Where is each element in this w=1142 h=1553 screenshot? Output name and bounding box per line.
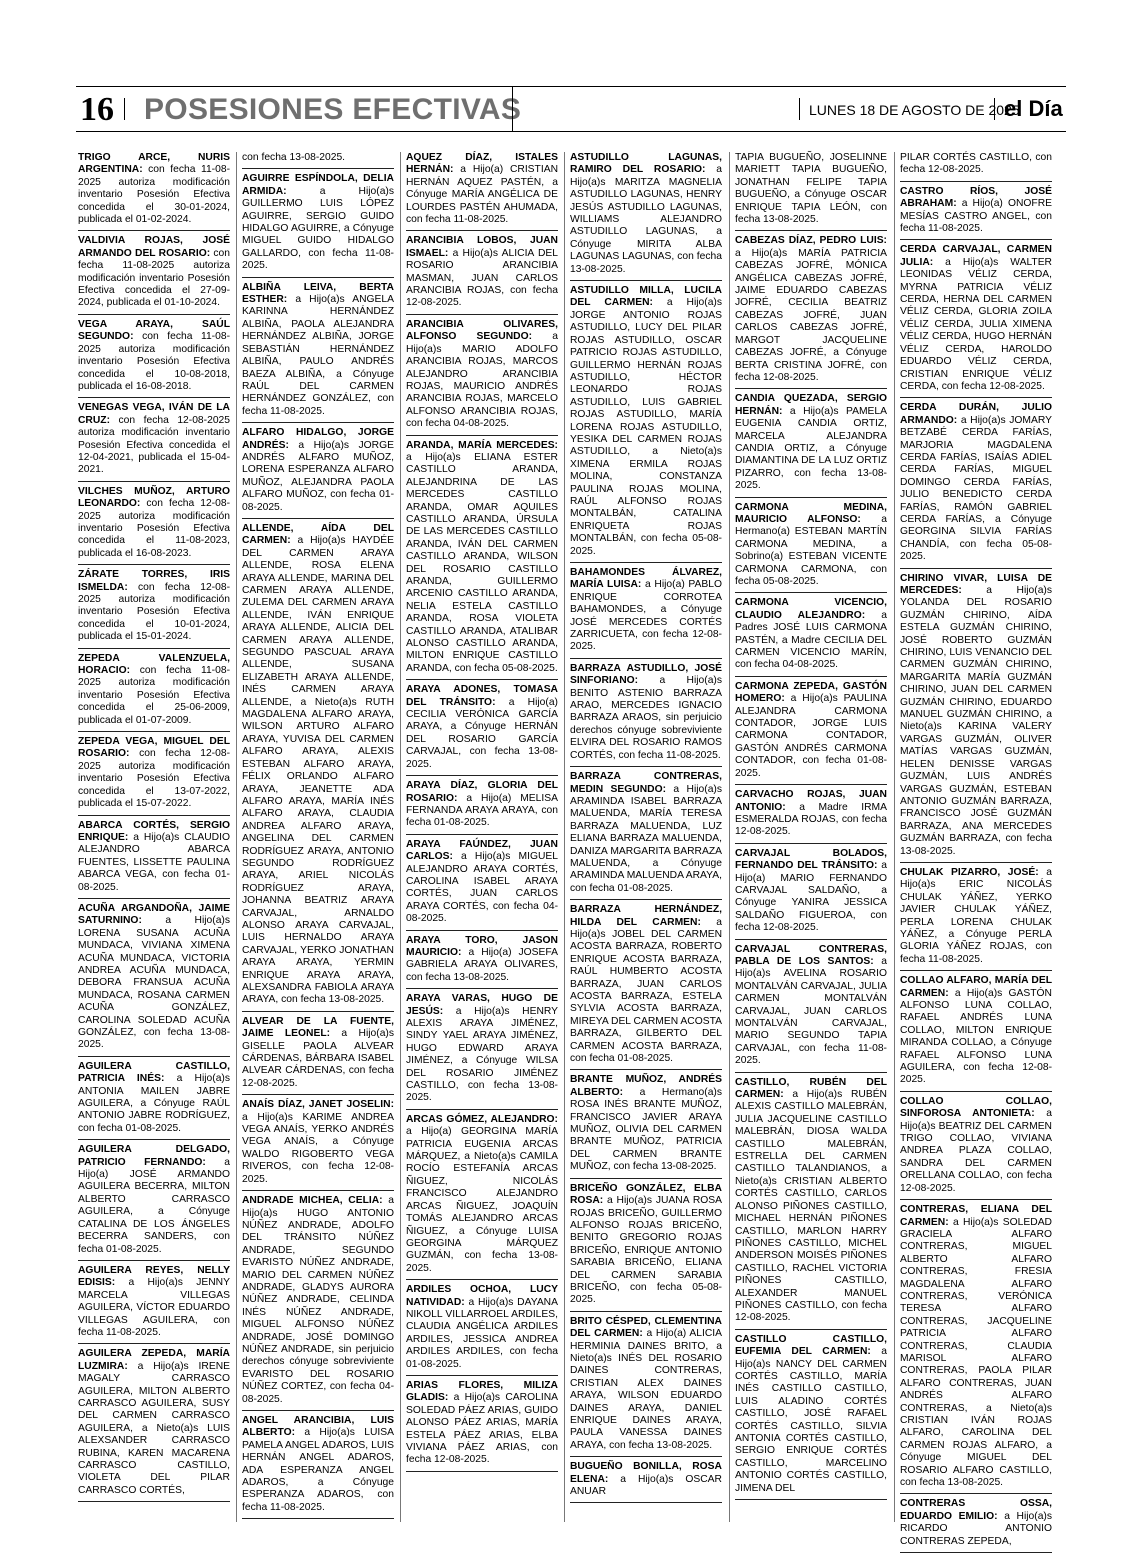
notice-entry (900, 402, 1052, 568)
notice-text: con fecha 11-08-2025 autoriza modificación inventario Posesión Efectiva concedida el 25-06-2009, publicada el 01-07-2009. (78, 665, 230, 726)
notice-text: a Hijo(a)s CAROLINA SOLEDAD PÁEZ ARIAS, GUIDO ALONSO PÁEZ ARIAS, MARÍA ESTELA PÁEZ ARIAS, ELBA VIVIANA PÁEZ ARIAS, con fecha 12-08-2025. (406, 1392, 558, 1466)
notice-entry (242, 282, 394, 423)
notice-text: a Hijo(a) JOSÉ ARMANDO AGUILERA BECERRA, MILTON ALBERTO CARRASCO AGUILERA, a Cónyuge CATALINA DE LOS ÁNGELES BECERRA SANDERS, con fecha 01-08-2025. (78, 1156, 230, 1255)
notice-text: a Hijo(a)s YOLANDA DEL ROSARIO GUZMÁN CHIRINO, AÍDA ESTELA GUZMÁN CHIRINO, JOSÉ ROBERTO GUZMÁN CHIRINO, LUIS VENANCIO DEL CARMEN GUZMÁN CHIRINO, MARGARITA MARÍA GUZMÁN CHIRINO, JUAN DEL CARMEN GUZMÁN CHIRINO, EDUARDO MANUEL GUZMÁN CHIRINO, a Nieto(a)s KARINA VALERY VARGAS GUZMÁN, OLIVER MATÍAS VARGAS GUZMÁN, HELEN DENISSE VARGAS GUZMÁN, LUIS ANDRÉS VARGAS GUZMÁN, ESTEBAN ANTONIO GUZMÁN BARRAZA, FRANCISCO JOSÉ GUZMÁN BARRAZA, ANA MERCEDES GUZMÁN BARRAZA, con fecha 13-08-2025. (900, 585, 1052, 857)
notice-entry (900, 244, 1052, 398)
decedent-name: ALVEAR DE LA FUENTE, JAIME LEONEL: (242, 1015, 394, 1040)
notice-entry (78, 903, 230, 1057)
notice-text: a Hijo(a)s CLAUDIO ALEJANDRO ABARCA FUENTES, LISSETTE PAULINA ABARCA VEGA, con fecha 01-08-2025. (78, 831, 230, 893)
notice-text: a Hijo(a)s LORENA SUSANA ACUÑA MUNDACA, VIVIANA XIMENA ACUÑA MUNDACA, VICTORIA ANDREA ACUÑA MUNDACA, DEBORA FRANSUA ACUÑA MUNDACA, ROSANA CARMEN ACUÑA GONZÁLEZ, CAROLINA SOLEDAD ACUÑA GONZÁLEZ, con fecha 13-08-2025. (78, 915, 230, 1051)
newspaper-logo: el Día (1004, 96, 1063, 121)
decedent-name: AGUILERA ZEPEDA, MARÍA LUZMIRA: (78, 1348, 230, 1372)
notice-entry (570, 152, 722, 281)
decedent-name: ASTUDILLO LAGUNAS, RAMIRO DEL ROSARIO: (570, 152, 722, 176)
decedent-name: CANDIA QUEZADA, SERGIO HERNÁN: (735, 393, 887, 417)
section-title: POSESIONES EFECTIVAS (144, 93, 522, 126)
notice-entry (406, 935, 558, 990)
notice-text: a Hijo(a)s HENRY ALEXIS ARAYA JIMÉNEZ, SINDY YAEL ARAYA JIMÉNEZ, HUGO EDWARD ARAYA JIMÉNEZ, a Cónyuge WILSA DEL ROSARIO JIMÉNEZ CASTILLO, con fecha 13-08-2025. (406, 1005, 558, 1104)
notice-entry (406, 839, 558, 931)
notice-text: a Hijo(a) ONOFRE MESÍAS CASTRO ANGEL, con fecha 11-08-2025. (900, 198, 1052, 235)
notice-text: a Hijo(a)s MARITZA MAGNELIA ASTUDILLO LAGUNAS, HENRY JESÚS ASTUDILLO LAGUNAS, WILLIAMS ALEJANDRO ASTUDILLO LAGUNAS, a Cónyuge MIRITA ALBA LAGUNAS LAGUNAS, con fecha 13-08-2025. (570, 164, 722, 275)
notice-entry (735, 597, 887, 676)
decedent-name: BUGUEÑO BONILLA, ROSA ELENA: (570, 1461, 722, 1485)
notice-entry (78, 402, 230, 481)
page-header (76, 86, 1066, 132)
notice-text: a Hijo(a) MARIO FERNANDO CARVAJAL SALDAÑO, a Cónyuge YANIRA JESSICA SALDAÑO FIGUEROA, con fecha 12-08-2025. (735, 860, 887, 934)
decedent-name: ARAYA ADONES, TOMASA DEL TRÁNSITO: (406, 684, 558, 708)
notice-text: a Hijo(a)s PAMELA EUGENIA CANDIA ORTIZ, MARCELA ALEJANDRA CANDIA ORTIZ, a Cónyuge DIAMANTINA DE LA LUZ ORTIZ PIZARRO, con fecha 13-08-2025. (735, 405, 887, 492)
notice-text: con fecha 12-08-2025 autoriza modificación inventario Posesión Efectiva concedida el 11-08-2023, publicada el 16-08-2023. (78, 498, 230, 559)
header-divider (512, 86, 513, 132)
notice-entry (406, 152, 558, 231)
notice-entry (406, 684, 558, 776)
notice-entry (735, 502, 887, 594)
decedent-name: CASTILLO CASTILLO, EUFEMIA DEL CARMEN: (735, 1333, 887, 1358)
notice-entry (78, 152, 230, 231)
decedent-name: CASTRO RÍOS, JOSÉ ABRAHAM: (900, 185, 1052, 210)
notice-text: con fecha 11-08-2025 autoriza modificación inventario Posesión Efectiva concedida el 10-08-2018, publicada el 16-08-2018. (78, 331, 230, 392)
decedent-name: ARIAS FLORES, MILIZA GLADIS: (406, 1379, 558, 1404)
notice-entry (900, 1204, 1052, 1494)
notice-text: a Hijo(a)s ANGELA KARINNA HERNÁNDEZ ALBIÑA, PAOLA ALEJANDRA HERNÁNDEZ ALBIÑA, JORGE SEBASTIÁN HERNÁNDEZ ALBIÑA, PAULO ANDRÉS BAEZA ALBIÑA, a Cónyuge RAÚL DEL CARMEN HERNÁNDEZ GONZÁLEZ, con fecha 11-08-2025. (242, 294, 394, 417)
notice-entry (570, 567, 722, 659)
decedent-name: AQUEZ DÍAZ, ISTALES HERNÁN: (406, 152, 558, 176)
column-rule (729, 152, 730, 1522)
notice-entry (570, 904, 722, 1070)
decedent-name: CERDA DURÁN, JULIO ARMANDO: (900, 402, 1052, 426)
notice-entry (570, 1183, 722, 1312)
notice-text: a Hijo(a)s JUANA ROSA ROJAS BRICEÑO, GUILLERMO ALFONSO ROJAS BRICEÑO, BENITO GREGORIO ROJAS BRICEÑO, ENRIQUE ANTONIO SARABIA BRICEÑO, ELIANA DEL CARMEN SARABIA BRICEÑO, con fecha 05-08-2025. (570, 1195, 722, 1306)
notice-entry (900, 1096, 1052, 1200)
notice-text: a Hijo(a)s ARAMINDA ISABEL BARRAZA MALUENDA, MARÍA TERESA BARRAZA MALUENDA, LUZ ELIANA BARRAZA MALUENDA, DANIZA MARGARITA BARRAZA MALUENDA, a Cónyuge ARAMINDA MALUENDA ARAYA, con fecha 01-08-2025. (570, 783, 722, 894)
notice-text: a Madre IRMA ESMERALDA ROJAS, con fecha 12-08-2025. (735, 801, 887, 838)
decedent-name: ARCAS GÓMEZ, ALEJANDRO: (406, 1113, 558, 1125)
header-separator (994, 98, 995, 120)
header-separator (124, 98, 125, 120)
notice-text: a Hijo(a)s DAYANA NIKOLL VILLARROEL ARDILES, CLAUDIA ANGÉLICA ARDILES ARDILES, JESSICA ANDREA ARDILES ARDILES, con fecha 01-08-2025. (406, 1296, 558, 1370)
notice-entry (735, 1077, 887, 1330)
decedent-name: ARAYA FAÚNDEZ, JUAN CARLOS: (406, 838, 558, 863)
notice-text: a Hijo(a)s JOMARY BETZABÉ CERDA FARÍAS, MARJORIA MAGDALENA CERDA FARÍAS, ISAÍAS ADIEL CERDA FARÍAS, MIGUEL DOMINGO CERDA FARÍAS, JULIO BENEDICTO CERDA FARÍAS, RAMÓN GABRIEL CERDA FARÍAS, a Cónyuge GEORGINA SILVIA FARÍAS CHANDÍA, con fecha 05-08-2025. (900, 414, 1052, 563)
notice-text: con fecha 11-08-2025 autoriza modificación inventario Posesión Efectiva concedida el 30-01-2024, publicada el 01-02-2024. (78, 164, 230, 226)
header-top-rule (76, 86, 1066, 87)
column-rule (894, 152, 895, 1522)
decedent-name: BARRAZA CONTRERAS, MEDIN SEGUNDO: (570, 771, 722, 795)
notice-entry (900, 1498, 1052, 1553)
column-5 (735, 152, 887, 1522)
notice-text: a Hermano(a)s ROSA INÉS BRANTE MUÑOZ, FRANCISCO JAVIER ARAYA MUÑOZ, OLIVIA DEL CARMEN BRANTE MUÑOZ, PATRICIA DEL CARMEN BRANTE MUÑOZ, con fecha 13-08-2025. (570, 1086, 722, 1173)
notice-text: a Hijo(a)s OSCAR ANUAR (570, 1473, 722, 1498)
decedent-name: CARMONA VICENCIO, CLAUDIO ALEJANDRO: (735, 597, 887, 621)
decedent-name: BAHAMONDES ÁLVAREZ, MARÍA LUISA: (570, 567, 722, 591)
decedent-name: ZEPEDA VEGA, MIGUEL DEL ROSARIO: (78, 736, 230, 760)
notice-text: a Hijo(a)s MIGUEL ALEJANDRO ARAYA CORTÉS, CAROLINA ISABEL ARAYA CORTÉS, JUAN CARLOS ARAYA CORTÉS, con fecha 04-08-2025. (406, 851, 558, 925)
decedent-name: ARANCIBIA OLIVARES, ALFONSO SEGUNDO: (406, 318, 558, 343)
notice-entry (406, 440, 558, 681)
notice-text: con fecha 11-08-2025 autoriza modificación inventario Posesión Efectiva concedida el 27-09-2024, publicada el 01-10-2024. (78, 247, 230, 309)
decedent-name: CERDA CARVAJAL, CARMEN JULIA: (900, 244, 1052, 268)
notice-entry (406, 1114, 558, 1280)
notice-entry (78, 736, 230, 815)
notice-entry (570, 1316, 722, 1457)
decedent-name: ASTUDILLO MILLA, LUCILA DEL CARMEN: (570, 285, 722, 309)
decedent-name: ARDILES OCHOA, LUCY NATIVIDAD: (406, 1284, 558, 1308)
notice-entry (570, 663, 722, 767)
notice-entry (570, 1461, 722, 1503)
notice-text: a Hijo(a)s RICARDO ANTONIO CONTRERAS ZEPEDA, (900, 1510, 1052, 1547)
notice-text: a Hijo(a) ALICIA HERMINIA DAINES BRITO, a Nieto(a)s INÉS DEL ROSARIO DAINES CONTRERAS, CRISTIAN ALEX DAINES ARAYA, WILSON EDUARDO DAINES ARAYA, DANIEL ENRIQUE DAINES ARAYA, PAULA VANESSA DAINES ARAYA, con fecha 13-08-2025. (570, 1328, 722, 1451)
notice-text: a Hijo(a)s MARIO ADOLFO ARANCIBIA ROJAS, MARCOS ALEJANDRO ARANCIBIA ROJAS, MAURICIO ANDRÉS ARANCIBIA ROJAS, MARCELO ALFONSO ARANCIBIA ROJAS, con fecha 04-08-2025. (406, 331, 558, 430)
notice-text: a Padres JOSÉ LUIS CARMONA PASTÉN, a Madre CECILIA DEL CARMEN VICENCIO MARÍN, con fecha 04-08-2025. (735, 609, 888, 671)
notice-entry (900, 152, 1052, 182)
decedent-name: CONTRERAS, ELIANA DEL CARMEN: (900, 1204, 1052, 1228)
notice-entry (242, 1415, 394, 1519)
notice-entry (242, 173, 394, 277)
notice-entry (735, 848, 887, 940)
decedent-name: CARVACHO ROJAS, JUAN ANTONIO: (735, 789, 887, 813)
notice-text: a Hijo(a)s ELIANA ESTER CASTILLO ARANDA, ALEJANDRINA DE LAS MERCEDES CASTILLO ARANDA, OMAR AQUILES CASTILLO ARANDA, ÚRSULA DE LAS MERCEDES CASTILLO ARANDA, IVÁN DEL CARMEN CASTILLO ARANDA, WILSON DEL ROSARIO CASTILLO ARANDA, GUILLERMO ARCENIO CASTILLO ARANDA, NELIA ESTELA CASTILLO ARANDA, ROSA VIOLETA CASTILLO ARANDA, ATALIBAR ALONSO CASTILLO ARANDA, MILTON ENRIQUE CASTILLO ARANDA, con fecha 05-08-2025. (406, 451, 558, 674)
column-3 (406, 152, 558, 1522)
notice-text: con fecha 12-08-2025 autoriza modificación inventario Posesión Efectiva concedida el 10-01-2024, publicada el 15-01-2024. (78, 581, 230, 643)
notice-entry (242, 1016, 394, 1095)
notice-entry (78, 235, 230, 314)
notice-text: a Hijo(a)s HAYDÉE DEL CARMEN ARAYA ALLENDE, ROSA ELENA ARAYA ALLENDE, MARINA DEL CARMEN ARAYA ALLENDE, ZULEMA DEL CARMEN ARAYA ALLENDE, IVÁN ENRIQUE ARAYA ALLENDE, ALICIA DEL CARMEN ARAYA ALLENDE, SEGUNDO PASCUAL ARAYA ALLENDE, SUSANA ELIZABETH ARAYA ALLENDE, INÉS CARMEN ARAYA ALLENDE, a Nieto(a)s RUTH MAGDALENA ALFARO ARAYA, WILSON ARTURO ALFARO ARAYA, YUVISA DEL CARMEN ALFARO ARAYA, ALEXIS ESTEBAN ALFARO ARAYA, FÉLIX ORLANDO ALFARO ARAYA, JEANETTE ADA ALFARO ARAYA, MARÍA INÉS ALFARO ARAYA, CLAUDIA ANDREA ALFARO ARAYA, ANGELINA DEL CARMEN RODRÍGUEZ ARAYA, ANTONIO SEGUNDO RODRÍGUEZ ARAYA, ARIEL NICOLÁS RODRÍGUEZ ARAYA, JOHANNA BEATRIZ ARAYA CARVAJAL, ARNALDO ALONSO ARAYA CARVAJAL, LUIS HERNALDO ARAYA CARVAJAL, YERKO JONATHAN ARAYA ARAYA, YERMIN ENRIQUE ARAYA ARAYA, ALEXSANDRA FABIOLA ARAYA ARAYA, con fecha 13-08-2025. (242, 535, 394, 1006)
notice-text: a Hijo(a)s GUILLERMO LUIS LÓPEZ AGUIRRE, SERGIO GUIDO HIDALGO AGUIRRE, a Cónyuge MIGUEL GUIDO HIDALGO GALLARDO, con fecha 11-08-2025. (242, 185, 394, 272)
notice-text: con fecha 12-08-2025 autoriza modificación inventario Posesión Efectiva concedida el 13-07-2022, publicada el 15-07-2022. (78, 748, 230, 810)
notice-entry (78, 569, 230, 648)
notice-text: a Hijo(a)s LUISA PAMELA ANGEL ADAROS, LUIS HERNÁN ANGEL ADAROS, ADA ESPERANZA ANGEL ADAROS, a Cónyuge ESPERANZA ADAROS, con fecha 11-08-2025. (242, 1427, 394, 1513)
notice-text: a Hijo(a)s AVELINA ROSARIO MONTALVÁN CARVAJAL, JULIA CARMEN MONTALVÁN CARVAJAL, JUAN CARLOS MONTALVÁN CARVAJAL, MARIO SEGUNDO TAPIA CARVAJAL, con fecha 11-08-2025. (735, 955, 887, 1067)
notice-text: a Hijo(a)s JORGE ANTONIO ROJAS ASTUDILLO, LUCY DEL PILAR ROJAS ASTUDILLO, OSCAR PATRICIO ROJAS ASTUDILLO, GUILLERMO HERNÁN ROJAS ASTUDILLO, HÉCTOR LEONARDO ROJAS ASTUDILLO, LUIS GABRIEL ROJAS ASTUDILLO, MARÍA LORENA ROJAS ASTUDILLO, YESIKA DEL CARMEN ROJAS ASTUDILLO, a Nieto(a)s XIMENA ERMILA ROJAS MOLINA, CONSTANZA PAULINA ROJAS MOLINA, RAÚL ALFONSO ROJAS MONTALBÁN, CATALINA ENRIQUETA ROJAS MONTALBÁN, con fecha 05-08-2025. (570, 297, 722, 557)
decedent-name: ABARCA CORTÉS, SERGIO ENRIQUE: (78, 819, 230, 843)
notice-entry (78, 1348, 230, 1502)
notice-entry (900, 975, 1052, 1092)
decedent-name: CHULAK PIZARRO, JOSÉ: (900, 866, 1039, 878)
decedent-name: CARVAJAL BOLADOS, FERNANDO DEL TRÁNSITO: (735, 847, 887, 872)
notice-entry (735, 1334, 887, 1500)
notice-text: a Hijo(a) MELISA FERNANDA ARAYA ARAYA, con fecha 01-08-2025. (406, 792, 558, 829)
column-1 (78, 152, 230, 1522)
decedent-name: BRANTE MUÑOZ, ANDRÉS ALBERTO: (570, 1074, 722, 1098)
notice-text: a Hijo(a)s JOBEL DEL CARMEN ACOSTA BARRAZA, ROBERTO ENRIQUE ACOSTA BARRAZA, RAÚL HUMBERTO ACOSTA BARRAZA, JUAN CARLOS ACOSTA BARRAZA, ESTELA SYLVIA ACOSTA BARRAZA, MIREYA DEL CARMEN ACOSTA BARRAZA, GILBERTO DEL CARMEN ACOSTA BARRAZA, con fecha 01-08-2025. (570, 916, 723, 1065)
decedent-name: ANAÍS DÍAZ, JANET JOSELIN: (242, 1099, 394, 1111)
decedent-name: ANGEL ARANCIBIA, LUIS ALBERTO: (242, 1415, 394, 1439)
decedent-name: BRICEÑO GONZÁLEZ, ELBA ROSA: (570, 1182, 722, 1207)
decedent-name: BARRAZA ASTUDILLO, JOSÉ SINFORIANO: (570, 662, 722, 687)
notice-entry (735, 944, 887, 1073)
notice-text: a Hijo(a)s BEATRIZ DEL CARMEN TRIGO COLLAO, VIVIANA ANDREA PLAZA COLLAO, SANDRA DEL CARMEN ORELLANA COLLAO, con fecha 12-08-2025. (900, 1108, 1052, 1194)
decedent-name: VENEGAS VEGA, IVÁN DE LA CRUZ: (78, 402, 230, 426)
notice-entry (735, 789, 887, 844)
decedent-name: VALDIVIA ROJAS, JOSÉ ARMANDO DEL ROSARIO: (78, 235, 230, 259)
notice-entry (735, 681, 887, 785)
notice-text: a Hijo(a)s IRENE MAGALY CARRASCO AGUILERA, MILTON ALBERTO CARRASCO AGUILERA, SUSY DEL CARMEN CARRASCO AGUILERA, a Nieto(a)s LUIS ALEXSANDER CARRASCO RUBINA, KAREN MACARENA CARRASCO CASTILLO, VIOLETA DEL PILAR CARRASCO CORTÉS, (78, 1360, 230, 1496)
column-rule (400, 152, 401, 1522)
notice-text: TAPIA BUGUEÑO, JOSELINNE MARIETT TAPIA BUGUEÑO, JONATHAN FELIPE TAPIA BUGUEÑO, a Cónyuge OSCAR ENRIQUE TAPIA LEÓN, con fecha 13-08-2025. (735, 152, 887, 226)
notice-entry (78, 1144, 230, 1261)
notice-text: a Hijo(a) GEORGINA MARÍA PATRICIA EUGENIA ARCAS MÁRQUEZ, a Nieto(a)s CAMILA ROCÍO ESTEFANÍA ARCAS ÑIGUEZ, NICOLÁS FRANCISCO ALEJANDRO ARCAS ÑIGUEZ, JOAQUÍN TOMÁS ALEJANDRO ARCAS ÑIGUEZ, a Cónyuge LUISA GEORGINA MÁRQUEZ GUZMÁN, con fecha 13-08-2025. (406, 1126, 558, 1274)
column-6 (900, 152, 1052, 1547)
notice-text: a Hijo(a)s ANTONIA MAILEN JABRE AGUILERA, a Cónyuge RAÚL ANTONIO JABRE RODRÍGUEZ, con fecha 01-08-2025. (78, 1073, 230, 1134)
notice-text: a Hijo(a) CRISTIAN HERNÁN AQUEZ PASTÉN, a Cónyuge MARÍA ANGÉLICA DE LOURDES PASTÉN AHUMADA, con fecha 11-08-2025. (406, 164, 558, 226)
decedent-name: AGUILERA DELGADO, PATRICIO FERNANDO: (78, 1144, 230, 1168)
column-4 (570, 152, 722, 1522)
page-number: 16 (80, 91, 114, 128)
notice-entry (78, 1061, 230, 1140)
notice-text: a Hijo(a)s KARIME ANDREA VEGA ANAÍS, YERKO ANDRÉS VEGA ANAÍS, a Cónyuge WALDO RIGOBERTO VEGA RIVEROS, con fecha 12-08-2025. (242, 1111, 394, 1185)
notice-entry (406, 319, 558, 436)
notice-text: a Hijo(a) JOSEFA GABRIELA ARAYA OLIVARES, con fecha 13-08-2025. (406, 946, 558, 983)
notice-entry (242, 152, 394, 169)
notice-entry (900, 186, 1052, 241)
notice-text: a Hijo(a) CECILIA VERÓNICA GARCÍA ARAYA, a Cónyuge HERNÁN DEL ROSARIO GARCÍA CARVAJAL, con fecha 13-08-2025. (406, 696, 558, 770)
notice-entry (570, 285, 722, 563)
decedent-name: ACUÑA ARGANDOÑA, JAIME SATURNINO: (78, 902, 230, 927)
notice-entry (406, 235, 558, 314)
decedent-name: VEGA ARAYA, SAÚL SEGUNDO: (78, 318, 230, 343)
decedent-name: TRIGO ARCE, NURIS ARGENTINA: (78, 152, 230, 176)
notice-text: a Hijo(a)s NANCY DEL CARMEN CORTÉS CASTILLO, MARÍA INÉS CASTILLO CASTILLO, LUIS ALADINO CORTÉS CASTILLO, JOSÉ RAFAEL CORTÉS CASTILLO, SILVIA ANTONIA CORTÉS CASTILLO, SERGIO ENRIQUE CORTÉS CASTILLO, MARCELINO ANTONIO CORTÉS CASTILLO, JIMENA DEL (735, 1346, 887, 1494)
notice-text: a Hijo(a)s GISELLE PAOLA ALVEAR CÁRDENAS, BÁRBARA ISABEL ALVEAR CÁRDENAS, con fecha 12-08-2025. (242, 1028, 394, 1089)
notice-text: a Hijo(a)s RUBÉN ALEXIS CASTILLO MALEBRÁN, JULIA JACQUELINE CASTILLO MALEBRÁN, DIOSA WALDA CASTILLO MALEBRÁN, ESTRELLA DEL CARMEN CASTILLO TALANDIANOS, a Nieto(a)s CRISTIAN ALBERTO CORTÉS CASTILLO, CARLOS ALONSO PIÑONES CASTILLO, MICHAEL HERNÁN PIÑONES CASTILLO, MARLON HARRY PIÑONES CASTILLO, MICHEL ANDERSON MOISÉS PIÑONES CASTILLO, RACHEL VICTORIA PIÑONES CASTILLO, ALEXANDER MANUEL PIÑONES CASTILLO, con fecha 12-08-2025. (735, 1089, 887, 1324)
notice-entry (570, 1074, 722, 1178)
notice-text: a Hijo(a)s JENNY MARCELA VILLEGAS AGUILERA, VÍCTOR EDUARDO VILLEGAS AGUILERA, con fecha 11-08-2025. (78, 1277, 230, 1338)
notice-entry (735, 393, 887, 497)
decedent-name: ALBIÑA LEIVA, BERTA ESTHER: (242, 281, 394, 306)
decedent-name: ANDRADE MICHEA, CELIA: (242, 1195, 383, 1207)
notice-entry (900, 867, 1052, 971)
decedent-name: ZEPEDA VALENZUELA, HORACIO: (78, 652, 230, 677)
notice-entry (78, 319, 230, 398)
header-separator (799, 98, 800, 120)
notice-entry (735, 152, 887, 231)
notice-entry (242, 427, 394, 519)
notice-entry (406, 1380, 558, 1472)
notice-text: a Hijo(a)s ERIC NICOLÁS CHULAK YÁÑEZ, YERKO JAVIER CHULAK YÁÑEZ, PERLA LORENA CHULAK YÁÑEZ, a Cónyuge PERLA GLORIA YÁÑEZ ROJAS, con fecha 11-08-2025. (900, 866, 1052, 965)
notice-entry (78, 486, 230, 565)
notice-entry (570, 771, 722, 900)
decedent-name: CABEZAS DÍAZ, PEDRO LUIS: (735, 235, 887, 247)
notice-text: a Hijo(a)s JORGE ANDRÉS ALFARO MUÑOZ, LORENA ESPERANZA ALFARO MUÑOZ, ALEJANDRA PAOLA ALFARO MUÑOZ, con fecha 01-08-2025. (242, 439, 394, 513)
notice-entry (406, 993, 558, 1110)
notice-entry (78, 1265, 230, 1344)
notice-text: a Hijo(a)s GASTÓN ALFONSO LUNA COLLAO, RAFAEL ANDRÉS LUNA COLLAO, MILTON ENRIQUE MIRANDA COLLAO, a Cónyuge RAFAEL ALFONSO LUNA AGUILERA, con fecha 12-08-2025. (900, 987, 1052, 1086)
notice-text: a Hijo(a)s MARÍA PATRICIA CABEZAS JOFRÉ, MÓNICA ANGÉLICA CABEZAS JOFRÉ, JAIME EDUARDO CABEZAS JOFRÉ, CECILIA BEATRIZ CABEZAS JOFRÉ, JUAN CARLOS CABEZAS JOFRÉ, MARGOT JACQUELINE CABEZAS JOFRÉ, a Cónyuge BERTA CRISTINA JOFRÉ, con fecha 12-08-2025. (735, 247, 887, 383)
decedent-name: AGUIRRE ESPÍNDOLA, DELIA ARMIDA: (242, 173, 394, 197)
decedent-name: AGUILERA CASTILLO, PATRICIA INÉS: (78, 1060, 230, 1085)
decedent-name: ARAYA TORO, JASON MAURICIO: (406, 934, 558, 958)
column-rule (564, 152, 565, 1522)
decedent-name: COLLAO ALFARO, MARÍA DEL CARMEN: (900, 975, 1052, 999)
notice-text: a Hijo(a)s HUGO ANTONIO NÚÑEZ ANDRADE, ADOLFO DEL TRÁNSITO NÚÑEZ ANDRADE, SEGUNDO EVARISTO NÚÑEZ ANDRADE, MARIO DEL CARMEN NÚÑEZ ANDRADE, GLADYS AURORA NÚÑEZ ANDRADE, CELINDA INÉS NÚÑEZ ANDRADE, MIGUEL ALFONSO NÚÑEZ ANDRADE, JOSÉ DOMINGO NÚÑEZ ANDRADE, sin perjuicio derechos cónyuge sobreviviente EVARISTO DEL ROSARIO NÚÑEZ CORTEZ, con fecha 04-08-2025. (242, 1195, 394, 1405)
decedent-name: BRITO CÉSPED, CLEMENTINA DEL CARMEN: (570, 1315, 722, 1340)
notice-text: a Hijo(a)s SOLEDAD GRACIELA ALFARO CONTRERAS, MIGUEL ALBERTO ALFARO CONTRERAS, FRESIA MAGDALENA ALFARO CONTRERAS, VERÓNICA TERESA ALFARO CONTRERAS, JACQUELINE PATRICIA ALFARO CONTRERAS, CLAUDIA MARISOL ALFARO CONTRERAS, PAOLA PILAR ALFARO CONTRERAS, JUAN ANDRÉS ALFARO CONTRERAS, a Nieto(a)s CRISTIAN IVÁN ROJAS ALFARO, CAROLINA DEL CARMEN ROJAS ALFARO, a Cónyuge MIGUEL DEL ROSARIO ALFARO CASTILLO, con fecha 13-08-2025. (900, 1216, 1052, 1489)
decedent-name: ARAYA VARAS, HUGO DE JESÚS: (406, 993, 558, 1017)
decedent-name: CARMONA MEDINA, MAURICIO ALFONSO: (735, 501, 887, 525)
notice-text: a Hermano(a) ESTEBAN MARTÍN CARMONA MEDINA, a Sobrino(a) ESTEBAN VICENTE CARMONA CARMONA, con fecha 05-08-2025. (735, 513, 887, 587)
notice-text: a Hijo(a)s PAULINA ALEJANDRA CARMONA CONTADOR, JORGE LUIS CARMONA CONTADOR, GASTÓN ANDRÉS CARMONA CONTADOR, con fecha 01-08-2025. (735, 693, 887, 779)
issue-date: LUNES 18 DE AGOSTO DE 2025 (809, 102, 1020, 118)
decedent-name: CARVAJAL CONTRERAS, PABLA DE LOS SANTOS: (735, 943, 887, 967)
notice-entry (406, 780, 558, 835)
notice-entry (78, 653, 230, 732)
decedent-name: ZÁRATE TORRES, IRIS ISMELDA: (78, 569, 230, 593)
column-rule (236, 152, 237, 1522)
decedent-name: ARAYA DÍAZ, GLORIA DEL ROSARIO: (406, 780, 558, 804)
decedent-name: CONTRERAS OSSA, EDUARDO EMILIO: (900, 1498, 1052, 1522)
notice-text: a Hijo(a) PABLO ENRIQUE CORROTEA BAHAMONDES, a Cónyuge JOSÉ MERCEDES CORTÉS ZARRICUETA, con fecha 12-08-2025. (570, 579, 722, 653)
column-2 (242, 152, 394, 1522)
notice-text: PILAR CORTÉS CASTILLO, con fecha 12-08-2025. (900, 152, 1052, 176)
notice-entry (900, 573, 1052, 863)
notice-entry (78, 820, 230, 899)
notice-entry (242, 1195, 394, 1411)
decedent-name: ARANCIBIA LOBOS, JUAN ISMAEL: (406, 235, 558, 259)
notice-entry (735, 235, 887, 389)
decedent-name: AGUILERA REYES, NELLY EDISIS: (78, 1264, 230, 1289)
notice-entry (242, 523, 394, 1012)
notice-entry (242, 1099, 394, 1191)
notice-text: con fecha 13-08-2025. (242, 152, 346, 163)
decedent-name: ALFARO HIDALGO, JORGE ANDRÉS: (242, 427, 394, 451)
notice-entry (406, 1284, 558, 1376)
notice-text: a Hijo(a)s ALICIA DEL ROSARIO ARANCIBIA MASMAN, JUAN CARLOS ARANCIBIA ROJAS, con fecha 12-08-2025. (406, 247, 558, 309)
notice-text: a Hijo(a)s WALTER LEONIDAS VÉLIZ CERDA, MYRNA PATRICIA VÉLIZ CERDA, HERNA DEL CARMEN VÉLIZ CERDA, GLORIA ZOILA VÉLIZ CERDA, JULIA XIMENA VÉLIZ CERDA, HUGO HERNÁN VÉLIZ CERDA, HAROLDO EDUARDO VÉLIZ CERDA, CRISTIAN ENRIQUE VÉLIZ CERDA, con fecha 12-08-2025. (900, 256, 1052, 392)
notice-text: con fecha 12-08-2025 autoriza modificación inventario Posesión Efectiva concedida el 12-04-2021, publicada el 15-04-2021. (78, 414, 230, 476)
decedent-name: BARRAZA HERNÁNDEZ, HILDA DEL CARMEN: (570, 904, 722, 928)
notice-text: a Hijo(a)s BENITO ASTENIO BARRAZA ARAO, MERCEDES IGNACIO BARRAZA ARAOS, sin perjuicio derechos cónyuge sobreviviente ELVIRA DEL ROSARIO RAMOS CORTÉS, con fecha 11-08-2025. (570, 675, 722, 761)
decedent-name: CARMONA ZEPEDA, GASTÓN HOMERO: (735, 680, 887, 705)
decedent-name: CHIRINO VIVAR, LUISA DE MERCEDES: (900, 572, 1052, 596)
decedent-name: COLLAO COLLAO, SINFOROSA ANTONIETA: (900, 1095, 1052, 1120)
decedent-name: ARANDA, MARÍA MERCEDES: (406, 439, 558, 451)
header-bottom-rule (76, 131, 1066, 132)
decedent-name: VILCHES MUÑOZ, ARTURO LEONARDO: (78, 485, 230, 510)
decedent-name: CASTILLO, RUBÉN DEL CARMEN: (735, 1076, 887, 1101)
decedent-name: ALLENDE, AÍDA DEL CARMEN: (242, 522, 394, 547)
